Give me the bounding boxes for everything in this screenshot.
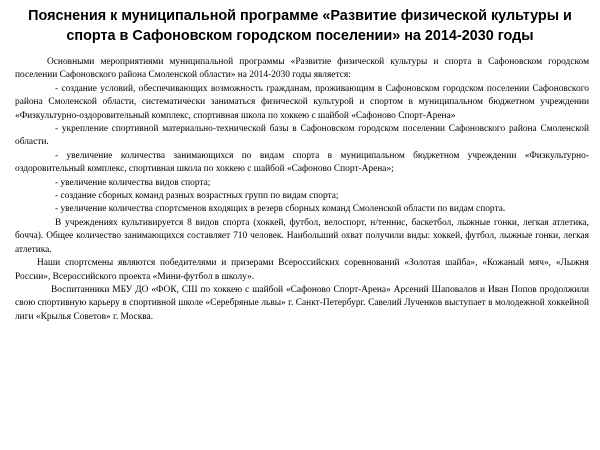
title-line-2: спорта в Сафоновском городском поселении» на 2014-2030 годы [66,28,534,44]
paragraph-increase-participants: - увеличение количества занимающихся по видам спорта в муниципальном бюджетном учреждении «Физкультурно-оздоровительный комплекс, спортивная школа по хоккею с шайбой «Сафоново Спорт-Арена»; [15,150,589,175]
paragraph-increase-sports: - увеличение количества видов спорта; [55,177,211,188]
paragraph-sports-count: В учреждениях культивируется 8 видов спорта (хоккей, футбол, велоспорт, н/теннис, баскетбол, лыжные гонки, легкая атлетика, бочча). Общее количество занимающихся составляет 710 человек. Наибольший охват получили виды: хоккей, футбол, лыжные гонки, легкая атлетика. [15,217,589,255]
paragraph-create-teams: - создание сборных команд разных возрастных групп по видам спорта; [55,191,339,202]
paragraph-increase-reserve: - увеличение количества спортсменов входящих в резерв сборных команд Смоленской области по видам спорта. [55,204,506,215]
paragraph-graduates: Воспитанники МБУ ДО «ФОК, СШ по хоккею с шайбой «Сафоново Спорт-Арена» Арсений Шаповалов и Иван Попов продолжили свою спортивную карьеру в спортивной школе «Серебряные львы» г. Санкт-Петербург. Савелий Лученков выступает в молодежной хоккейной лиги «Крылья Советов» г. Москва. [15,284,589,322]
title-line-1: Пояснения к муниципальной программе «Развитие физической культуры и [28,8,572,24]
paragraph-create-conditions: - создание условий, обеспечивающих возможность гражданам, проживающим в Сафоновском городском поселении Сафоновского района Смоленской области, систематически заниматься физической культурой и спортом в муниципальном бюджетном учреждении «Физкультурно-оздоровительный комплекс, спортивная школа по хоккею с шайбой «Сафоново Спорт-Арена» [15,83,589,121]
paragraph-main-activities: Основными мероприятиями муниципальной программы «Развитие физической культуры и спорта в Сафоновском городском поселении Сафоновского района Смоленской области» на 2014-2030 годы является: [15,57,589,81]
slide-title [16,6,584,46]
paragraph-strengthen-base: - укрепление спортивной материально-технической базы в Сафоновском городском поселении Сафоновского района Смоленской области. [15,124,589,148]
paragraph-winners: Наши спортсмены являются победителями и призерами Всероссийских соревнований «Золотая шайба», «Кожаный мяч», «Лыжня России», Всероссийского проекта «Мини-футбол в школу». [15,258,589,282]
slide-body [15,56,589,324]
